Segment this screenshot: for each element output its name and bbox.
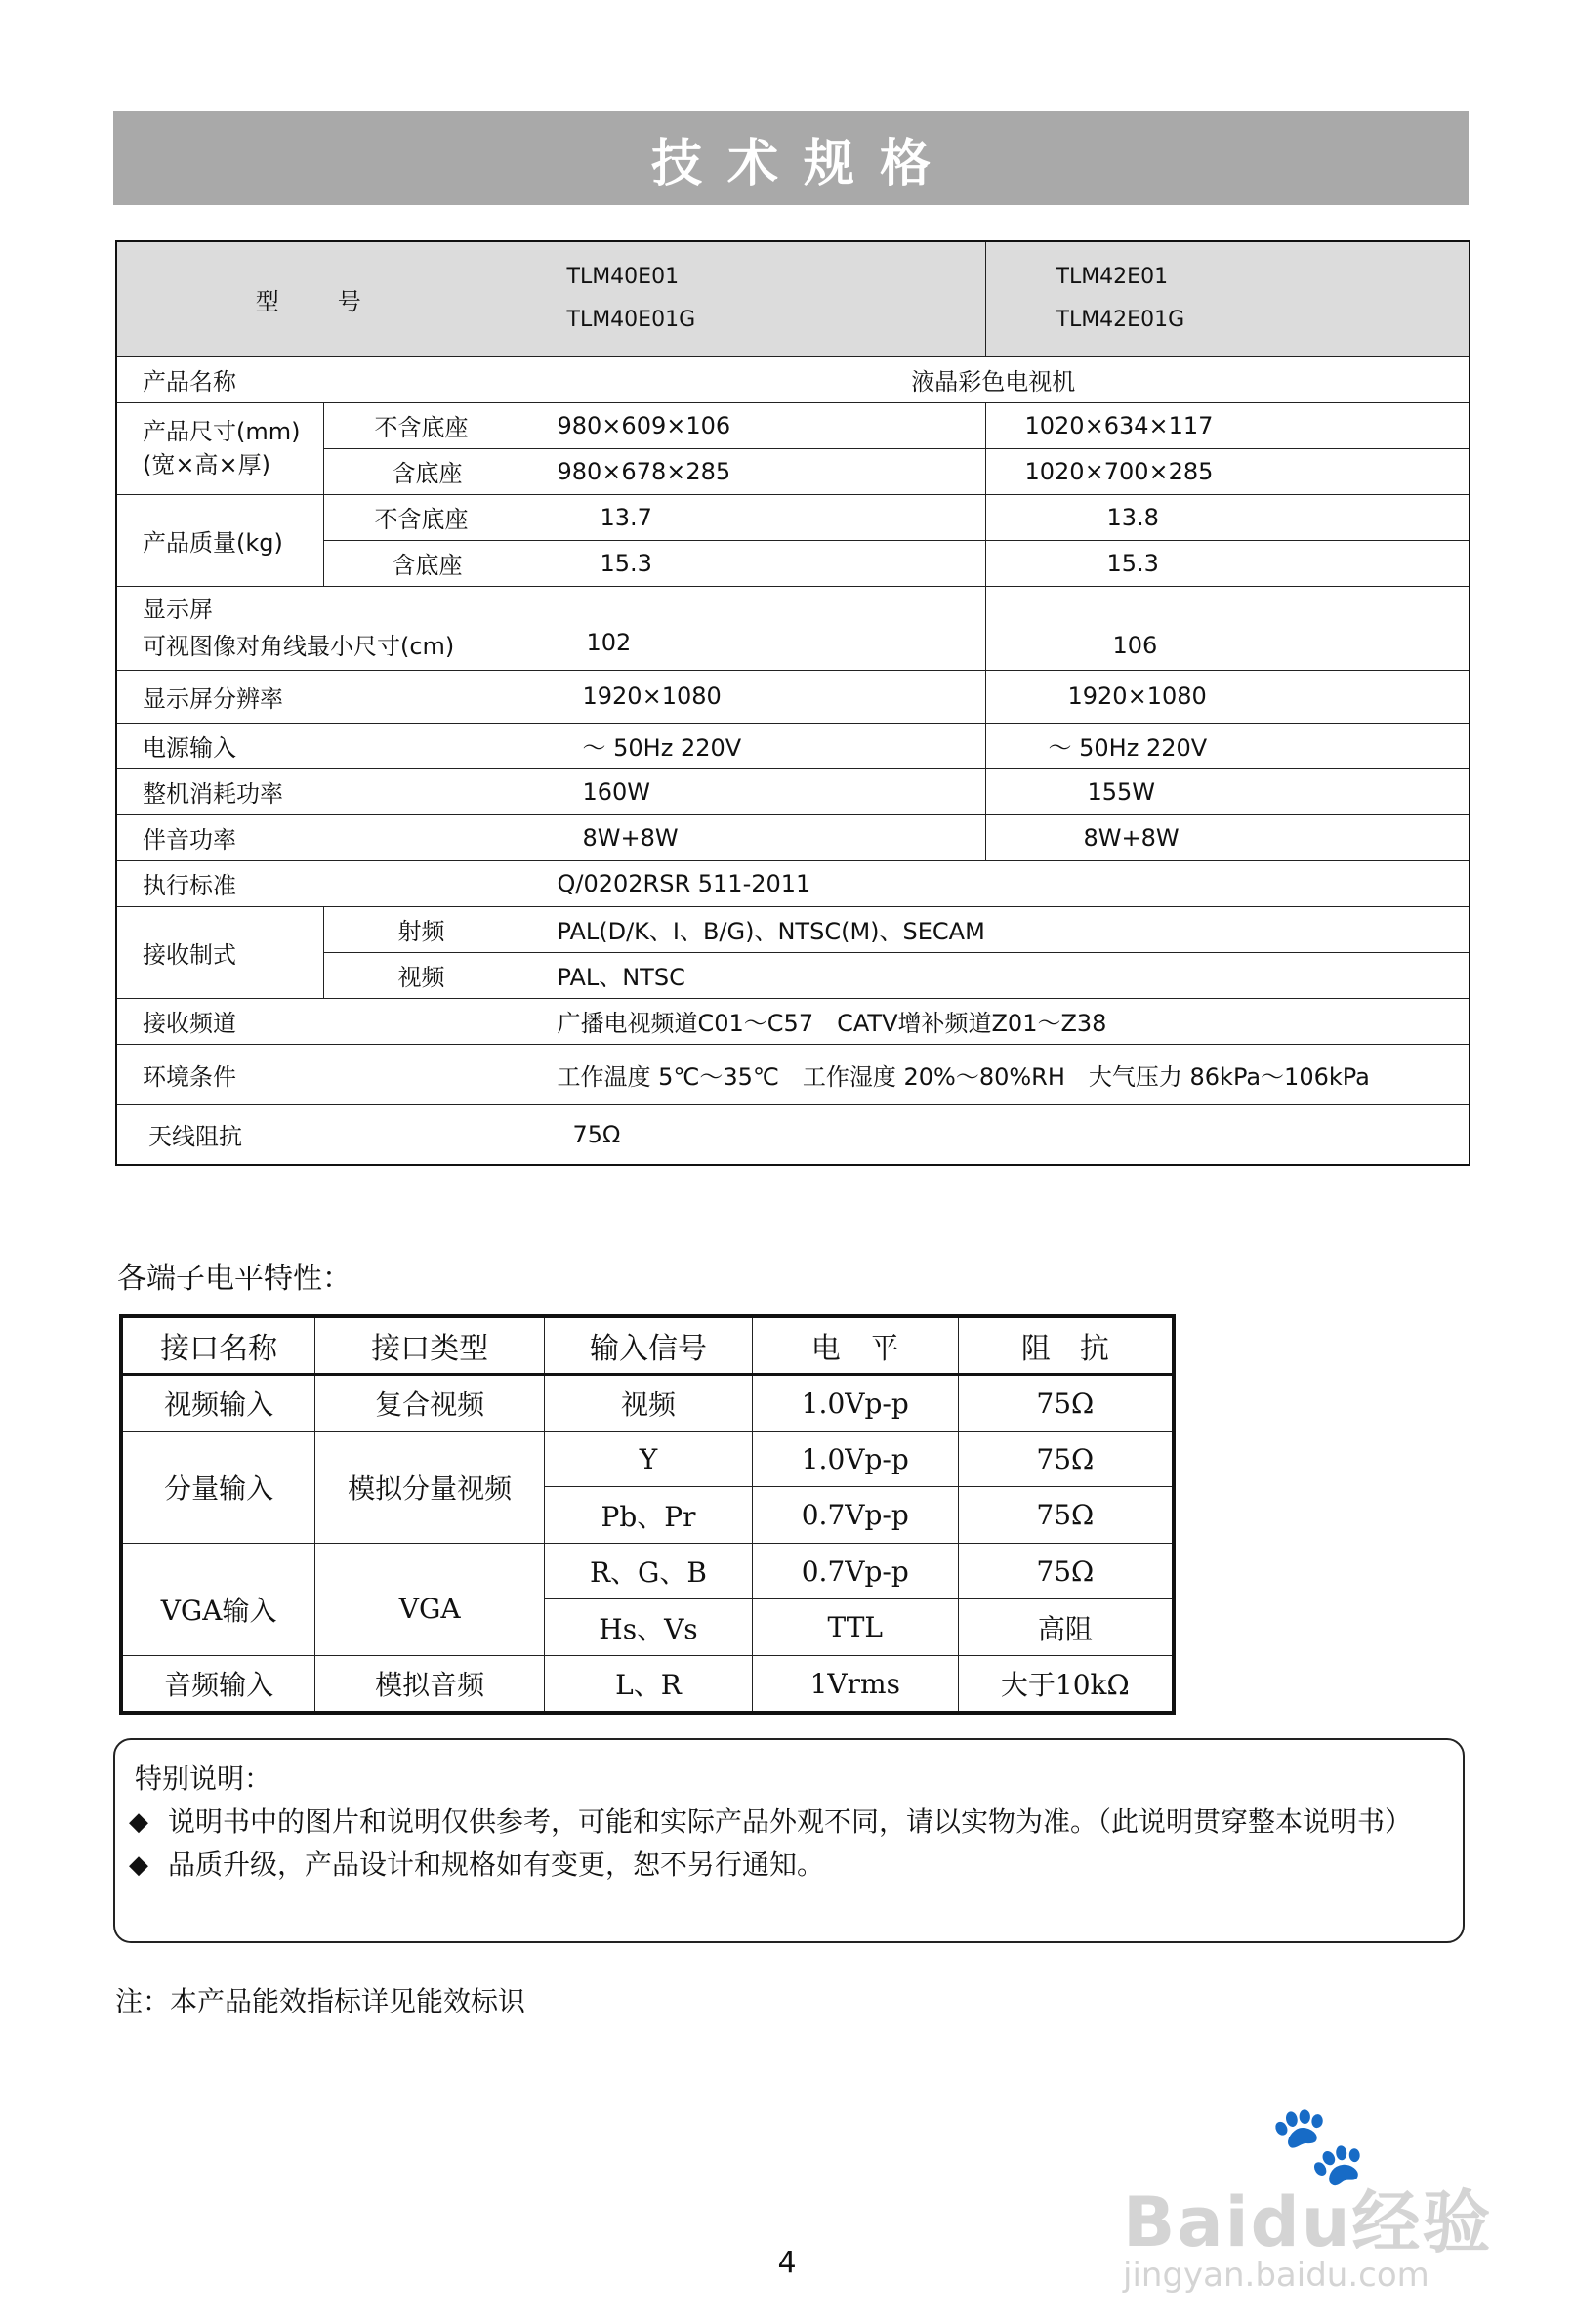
receive-label: 接收制式 — [116, 906, 323, 998]
standard-label: 执行标准 — [116, 860, 518, 906]
table-row: 产品尺寸(mm) (宽×高×厚) 不含底座 980×609×106 1020×634×117 — [116, 402, 1470, 448]
power-in-label: 电源输入 — [116, 723, 518, 768]
table-row: 环境条件 工作温度 5℃～35℃ 工作湿度 20%～80%RH 大气压力 86kPa～106kPa — [116, 1044, 1470, 1104]
size-base-label: 含底座 — [323, 448, 518, 494]
table-row: 显示屏 可视图像对角线最小尺寸(cm) 102 106 — [116, 586, 1470, 670]
page-title: 技术规格 — [650, 134, 956, 193]
terminal-subtitle: 各端子电平特性： — [117, 1262, 352, 1296]
table-row: 显示屏分辨率 1920×1080 1920×1080 — [116, 670, 1470, 723]
table-row: 音频输入 模拟音频 L、R 1Vrms 大于10kΩ — [121, 1656, 1174, 1714]
special-note-box — [113, 1738, 1465, 1943]
list-item: ◆ 说明书中的图片和说明仅供参考，可能和实际产品外观不同，请以实物为准。（此说明贯穿整本说明书） — [129, 1801, 1463, 1844]
consumption-label: 整机消耗功率 — [116, 768, 518, 814]
audio-label: 伴音功率 — [116, 814, 518, 860]
spec-table — [115, 240, 1470, 1166]
table-row: VGA输入 VGA R、G、B 0.7Vp-p 75Ω — [121, 1544, 1174, 1599]
page-number: 4 — [777, 2246, 797, 2280]
weight-no-base-label: 不含底座 — [323, 494, 518, 540]
product-name-value: 液晶彩色电视机 — [518, 356, 1470, 402]
diamond-bullet-icon: ◆ — [129, 1807, 148, 1837]
model-b: TLM42E01 TLM42E01G — [985, 241, 1470, 356]
table-row: 视频 PAL、NTSC — [116, 952, 1470, 998]
resolution-label: 显示屏分辨率 — [116, 670, 518, 723]
table-row: Pb、Pr 0.7Vp-p 75Ω — [121, 1487, 1174, 1544]
size-label: 产品尺寸(mm) (宽×高×厚) — [116, 402, 323, 494]
table-row: 执行标准 Q/0202RSR 511-2011 — [116, 860, 1470, 906]
table-row: 产品质量(kg) 不含底座 13.7 13.8 — [116, 494, 1470, 540]
paw-icon: 🐾 — [1269, 2099, 1367, 2190]
table-row: 接收制式 射频 PAL(D/K、I、B/G)、NTSC(M)、SECAM — [116, 906, 1470, 952]
table-row: 伴音功率 8W+8W 8W+8W — [116, 814, 1470, 860]
model-a: TLM40E01 TLM40E01G — [518, 241, 985, 356]
table-row — [116, 241, 1470, 356]
table-row: 接收频道 广播电视频道C01～C57 CATV增补频道Z01～Z38 — [116, 998, 1470, 1044]
terminal-table — [119, 1314, 1176, 1715]
size-no-base-label: 不含底座 — [323, 402, 518, 448]
antenna-label: 天线阻抗 — [116, 1104, 518, 1165]
footnote: 注：本产品能效指标详见能效标识 — [115, 1985, 526, 2017]
table-row: Hs、Vs TTL 高阻 — [121, 1599, 1174, 1656]
list-item: ◆ 品质升级，产品设计和规格如有变更，恕不另行通知。 — [129, 1844, 1463, 1887]
model-label: 型 号 — [116, 241, 518, 356]
table-row: 视频输入 复合视频 视频 1.0Vp-p 75Ω — [121, 1375, 1174, 1432]
table-row: 天线阻抗 75Ω — [116, 1104, 1470, 1165]
table-header-row: 接口名称 接口类型 输入信号 电 平 阻 抗 — [121, 1316, 1174, 1375]
title-bar — [113, 111, 1469, 205]
table-row: 整机消耗功率 160W 155W — [116, 768, 1470, 814]
env-label: 环境条件 — [116, 1044, 518, 1104]
weight-base-label: 含底座 — [323, 540, 518, 586]
diamond-bullet-icon: ◆ — [129, 1850, 148, 1880]
table-row: 电源输入 ～ 50Hz 220V ～ 50Hz 220V — [116, 723, 1470, 768]
screen-label: 显示屏 可视图像对角线最小尺寸(cm) — [116, 586, 518, 670]
weight-label: 产品质量(kg) — [116, 494, 323, 586]
product-name-label: 产品名称 — [116, 356, 518, 402]
table-row: 分量输入 模拟分量视频 Y 1.0Vp-p 75Ω — [121, 1432, 1174, 1487]
note-title: 特别说明： — [135, 1763, 272, 1795]
table-row — [116, 356, 1470, 402]
table-row: 含底座 15.3 15.3 — [116, 540, 1470, 586]
channel-label: 接收频道 — [116, 998, 518, 1044]
baidu-watermark: 🐾 Baidu经验 jingyan.baidu.com — [1123, 2099, 1493, 2295]
table-row: 含底座 980×678×285 1020×700×285 — [116, 448, 1470, 494]
